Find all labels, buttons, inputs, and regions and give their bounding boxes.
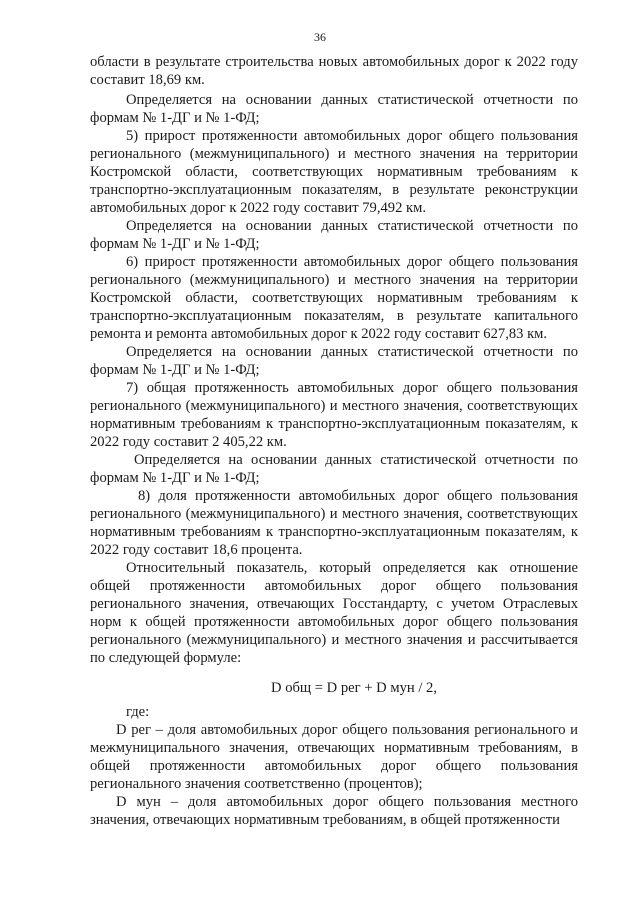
paragraph: Относительный показатель, который определяется как отношение общей протяженности автомобильных дорог общего пользования регионального значения, отвечающих Госстандарту, с учетом Отраслевых норм к общей протяженности автомобильных дорог общего пользования регионального (межмуниципального) и местного значения и рассчитывается по следующей формуле: bbox=[90, 560, 578, 666]
paragraph: 7) общая протяженность автомобильных дорог общего пользования регионального (межмуниципального) и местного значения, соответствующих нормативным требованиям к транспортно-эксплуатационным показателям, к 2022 году составит 2 405,22 км. bbox=[90, 380, 578, 450]
paragraph: Определяется на основании данных статистической отчетности по формам № 1-ДГ и № 1-ФД; bbox=[90, 452, 578, 486]
paragraph: D рег – доля автомобильных дорог общего пользования регионального и межмуниципального значения, отвечающих нормативным требованиям, в общей протяженности автомобильных дорог общего пользования регионального значения соответственно (процентов); bbox=[90, 722, 578, 792]
paragraph: 5) прирост протяженности автомобильных дорог общего пользования регионального (межмуниципального) и местного значения на территории Костромской области, соответствующих нормативным требованиям к транспортно-эксплуатационным показателям, в результате реконструкции автомобильных дорог к 2022 году составит 79,492 км. bbox=[90, 128, 578, 216]
paragraph: Определяется на основании данных статистической отчетности по формам № 1-ДГ и № 1-ФД; bbox=[90, 344, 578, 378]
paragraph: Определяется на основании данных статистической отчетности по формам № 1-ДГ и № 1-ФД; bbox=[90, 92, 578, 126]
formula: D общ = D рег + D мун / 2, bbox=[271, 680, 437, 696]
document-body bbox=[90, 53, 578, 829]
paragraph: Определяется на основании данных статистической отчетности по формам № 1-ДГ и № 1-ФД; bbox=[90, 218, 578, 252]
where-label: где: bbox=[126, 704, 150, 720]
paragraph: 6) прирост протяженности автомобильных дорог общего пользования регионального (межмуниципального) и местного значения на территории Костромской области, соответствующих нормативным требованиям к транспортно-эксплуатационным показателям, в результате капитального ремонта и ремонта автомобильных дорог к 2022 году составит 627,83 км. bbox=[90, 254, 578, 342]
paragraph: 8) доля протяженности автомобильных дорог общего пользования регионального (межмуниципального) и местного значения, соответствующих нормативным требованиям к транспортно-эксплуатационным показателям, к 2022 году составит 18,6 процента. bbox=[90, 488, 578, 558]
paragraph: D мун – доля автомобильных дорог общего пользования местного значения, отвечающих нормативным требованиям, в общей протяженности bbox=[90, 794, 578, 828]
page-number: 36 bbox=[314, 30, 326, 44]
paragraph: области в результате строительства новых автомобильных дорог к 2022 году составит 18,69 км. bbox=[90, 54, 578, 88]
